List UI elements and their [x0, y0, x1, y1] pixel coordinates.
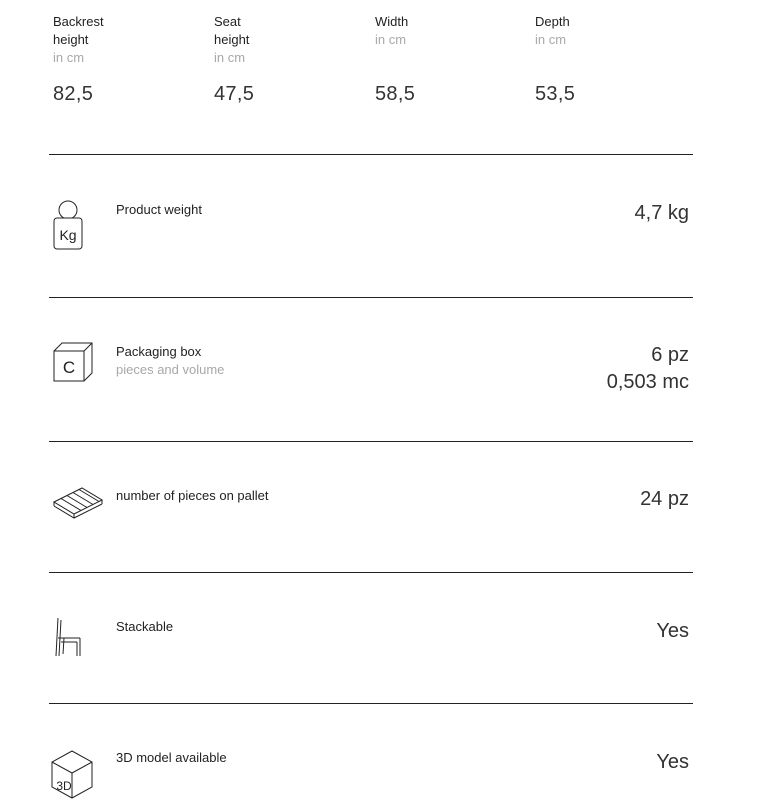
- dimension-label-line2: height: [53, 32, 89, 47]
- divider: [49, 441, 693, 442]
- dimension-unit: in cm: [214, 50, 246, 65]
- box-icon-text: C: [62, 358, 76, 377]
- dimensions-section: [0, 0, 757, 155]
- weight-kg-icon: [50, 200, 98, 254]
- dimension-label: Seat: [214, 14, 241, 29]
- spec-label: Product weight: [116, 202, 202, 217]
- dimension-label: Depth: [535, 14, 570, 29]
- spec-sublabel: pieces and volume: [116, 362, 225, 377]
- spec-value: Yes: [656, 620, 689, 642]
- dimension-unit: in cm: [375, 32, 407, 47]
- dimension-value: 53,5: [535, 83, 576, 105]
- divider: [49, 572, 693, 573]
- dimension-label: Width: [375, 14, 409, 29]
- weight-icon-text: Kg: [59, 227, 77, 243]
- divider: [49, 154, 693, 155]
- spec-row-stackable: [0, 618, 757, 678]
- spec-label: Packaging box: [116, 344, 202, 359]
- spec-value: Yes: [656, 751, 689, 773]
- divider: [49, 297, 693, 298]
- dimension-value: 47,5: [214, 83, 255, 105]
- dimension-value: 58,5: [375, 83, 416, 105]
- dimension-backrest-height: [53, 13, 203, 105]
- 3d-icon-text: 3D: [56, 779, 72, 793]
- spec-label: 3D model available: [116, 750, 227, 765]
- pallet-icon: [52, 486, 104, 540]
- spec-row-weight: [0, 200, 757, 260]
- spec-row-pallet: [0, 486, 757, 546]
- spec-value-secondary: 0,503 mc: [606, 371, 689, 393]
- dimension-unit: in cm: [53, 50, 85, 65]
- spec-label: Stackable: [116, 619, 174, 634]
- dimension-unit: in cm: [535, 32, 567, 47]
- dimension-value: 82,5: [53, 83, 94, 105]
- dimension-seat-height: [214, 13, 364, 105]
- divider: [49, 703, 693, 704]
- 3d-cube-icon: [50, 749, 98, 803]
- stackable-chair-icon: [50, 618, 98, 672]
- dimension-depth: [535, 13, 685, 105]
- spec-label: number of pieces on pallet: [116, 488, 269, 503]
- dimension-label-line2: height: [214, 32, 250, 47]
- spec-value: 24 pz: [640, 488, 689, 510]
- spec-row-packaging: [0, 342, 757, 402]
- box-icon: [50, 342, 98, 396]
- dimension-width: [375, 13, 525, 105]
- spec-value: 6 pz: [651, 344, 689, 366]
- dimension-label: Backrest: [53, 14, 104, 29]
- spec-value: 4,7 kg: [634, 202, 689, 224]
- spec-row-3d-model: [0, 749, 757, 809]
